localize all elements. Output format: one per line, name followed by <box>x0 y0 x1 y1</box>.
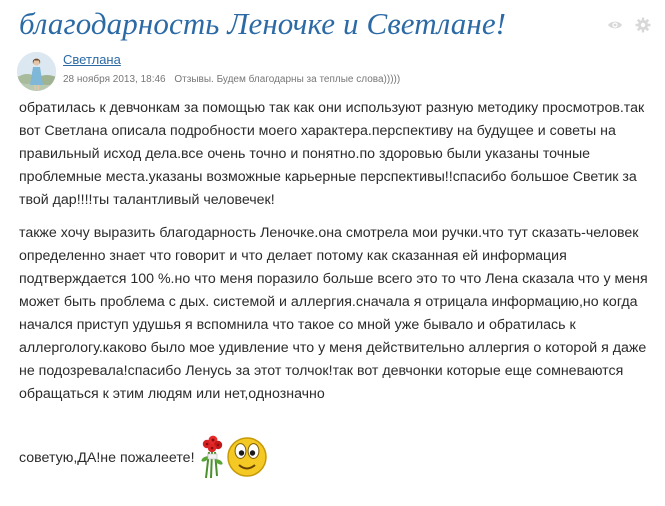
author-link[interactable]: Светлана <box>63 52 121 67</box>
smiley-with-flowers-icon <box>199 432 273 478</box>
post-actions <box>607 17 651 33</box>
post-paragraph: обратилась к девчонкам за помощью так как они используют разную методику просмотров.так вот Светлана описала подробности моего характера.перспективу на будущее и советы на правильный исход дела.все очень точно и понятно.по здоровью были указаны точные проблемные места.указаны возможные карьерные перспективы!!спасибо большое Светик за твой дар!!!!ты талантливый человечек! <box>19 100 645 208</box>
post-paragraph: также хочу выразить благодарность Леночке.она смотрела мои ручки.что тут сказать-человек определенно знает что говорит и что делает потому как сказанная ей информация подтверждается 100 %.но что меня поразило больше всего это то что Лена сказала что у меня может быть проблема с дых. системой и аллергия.сначала я отрицала информацию,но когда начался приступ удушья я вспомнила что такое со мной уже бывало и обратилась к аллергологу.каково было мое удивление что у меня действительно аллергия о которой я даже не подозревала!спасибо Ленусь за этот толчок!так вот девчонки которые еще сомневаются обращаться к этим людям или нет,однозначно <box>19 225 648 402</box>
eye-icon[interactable] <box>607 17 623 33</box>
post-date: 28 ноября 2013, 18:46 <box>63 74 166 85</box>
post-paragraph-last <box>19 432 651 478</box>
post-paragraph-text: советую,ДА!не пожалеете! <box>19 450 195 466</box>
author-avatar[interactable] <box>17 52 56 91</box>
post-title: благодарность Леночке и Светлане! <box>19 6 507 41</box>
post-body <box>19 97 651 488</box>
post-category[interactable]: Отзывы. Будем благодарны за теплые слова))))) <box>174 74 401 85</box>
gear-icon[interactable] <box>635 17 651 33</box>
post-meta <box>63 74 400 85</box>
